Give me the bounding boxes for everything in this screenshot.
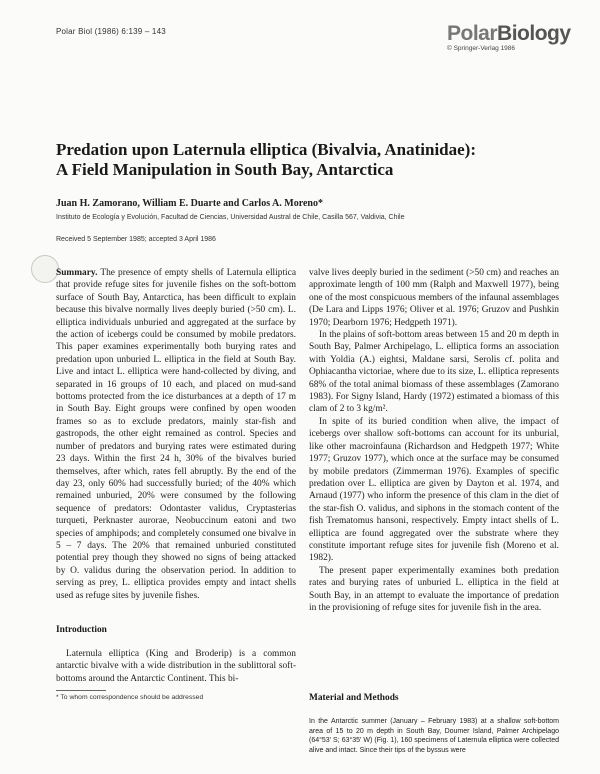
journal-name-part1: Polar <box>447 22 498 45</box>
punch-hole <box>31 255 59 283</box>
received-dates: Received 5 September 1985; accepted 3 April 1986 <box>56 236 216 243</box>
introduction-text <box>56 648 296 685</box>
journal-name <box>447 22 571 45</box>
title-line-1: Predation upon Laternula elliptica (Bivalvia, Anatinidae): <box>56 140 476 159</box>
body-paragraph-1: valve lives deeply buried in the sediment (>50 cm) and reaches an approximate length of 100 mm (Ralph and Maxwell 1977), being one of the most conspicuous members of the infaunal assemblages (De Lara and Lipps 1976; Oliver et al. 1976; Gruzov and Pushkin 1970; Dearborn 1976; Hedgpeth 1971). <box>309 268 559 328</box>
abstract-text: The presence of empty shells of Laternula elliptica that provide refuge sites for juvenile fishes on the soft-bottom surface of South Bay, Antarctica, has been difficult to explain because this bivalve normally lives deeply buried (>50 cm). L. elliptica individuals unburied and aggregated at the surface by the action of icebergs could be consumed by mobile predators. This paper examines experimentally both burying rates and predation upon unburied L. elliptica in the field at South Bay. Live and intact L. elliptica were hand-collected by diving, and separated in 16 groups of 10 each, and placed on mud-sand bottoms protected from the ice disturbances at a depth of 17 m in South Bay. Eight groups were confined by open wooden frames so as to exclude predators, mainly star-fish and gastropods, the other eight remained as control. Species and number of predators and burying rates were estimated during 23 days. Within the first 24 h, 30% of the bivalves buried themselves, after which, rates fell abruptly. By the end of the day 23, only 60% had successfully buried; of the 40% which remained unburied, 20% were consumed by the following sequence of predators: Odontaster validus, Cryptasterias turqueti, Perknaster aurorae, Neobuccinum eatoni and two species of amphipods; and completely consumed one bivalve in 5 – 7 days. The 20% that remained unburied constituted potential prey though they showed no signs of being attacked by O. validus during the observation period. In addition to serving as prey, L. elliptica provides empty and intact shells used as refuge sites by juvenile fishes. <box>56 268 296 601</box>
footnote: * To whom correspondence should be addressed <box>56 694 204 701</box>
right-column <box>309 267 559 614</box>
methods-text <box>309 717 559 774</box>
methods-heading: Material and Methods <box>309 693 399 703</box>
publisher-line: © Springer-Verlag 1986 <box>447 45 516 52</box>
journal-logo <box>447 22 571 52</box>
article-title <box>56 140 556 180</box>
body-paragraph-2: In the plains of soft-bottom areas between 15 and 20 m depth in South Bay, Palmer Archipelago, L. elliptica forms an association with Yoldia (A.) eightsi, Maldane sarsi, Serolis cf. polita and Ophiacantha victoriae, where due to its size, L. elliptica represents 68% of the total animal biomass of these assemblages (Zamorano 1983). For Signy Island, Hardy (1972) estimated a biomass of this clam of 2 to 3 kg/m². <box>309 330 559 415</box>
methods-paragraph: In the Antarctic summer (January – February 1983) at a shallow soft-bottom area of 15 to 20 m depth in South Bay, Doumer Island, Palmer Archipelago (64°53' S; 63°35' W) (Fig. 1), 160 specimens of Laternula elliptica were collected alive and intact. Since their tips of the byssus were <box>309 718 559 754</box>
affiliation: Instituto de Ecología y Evolución, Facultad de Ciencias, Universidad Austral de Chile, Casilla 567, Valdivia, Chile <box>56 214 405 221</box>
introduction-paragraph: Laternula elliptica (King and Broderip) is a common antarctic bivalve with a wide distribution in the sublittoral soft-bottoms around the Antarctic Continent. This bi- <box>56 649 296 684</box>
footnote-rule <box>56 690 106 691</box>
abstract <box>56 267 296 602</box>
abstract-label: Summary. <box>56 268 98 278</box>
title-line-2: A Field Manipulation in South Bay, Antarctica <box>56 160 394 179</box>
body-paragraph-4: The present paper experimentally examines both predation rates and burying rates of unburied L. elliptica in the field at South Bay, in an attempt to evaluate the importance of predation in the provisioning of refuge sites for juvenile fish in the area. <box>309 565 559 613</box>
author-list: Juan H. Zamorano, William E. Duarte and Carlos A. Moreno* <box>56 198 323 209</box>
journal-name-part2: Biology <box>497 22 571 45</box>
body-paragraph-3: In spite of its buried condition when alive, the impact of icebergs over shallow soft-bottoms can account for its unburial, like other macroinfauna (Richardson and Hedgpeth 1977; White 1977; Gruzov 1977), which once at the surface may be consumed by mobile predators (Zimmerman 1976). Examples of specific predation over L. elliptica are given by Dayton et al. 1974, and Arnaud (1977) who inform the presence of this clam in the diet of the star-fish O. validus, and siphons in the stomach content of the fish Trematomus hansoni, respectively. Empty intact shells of L. elliptica are found aggregated over the substrate where they constitute important refuge sites for juvenile fish (Moreno et al. 1982). <box>309 416 559 564</box>
running-head: Polar Biol (1986) 6:139 – 143 <box>56 27 166 36</box>
introduction-heading: Introduction <box>56 625 107 635</box>
